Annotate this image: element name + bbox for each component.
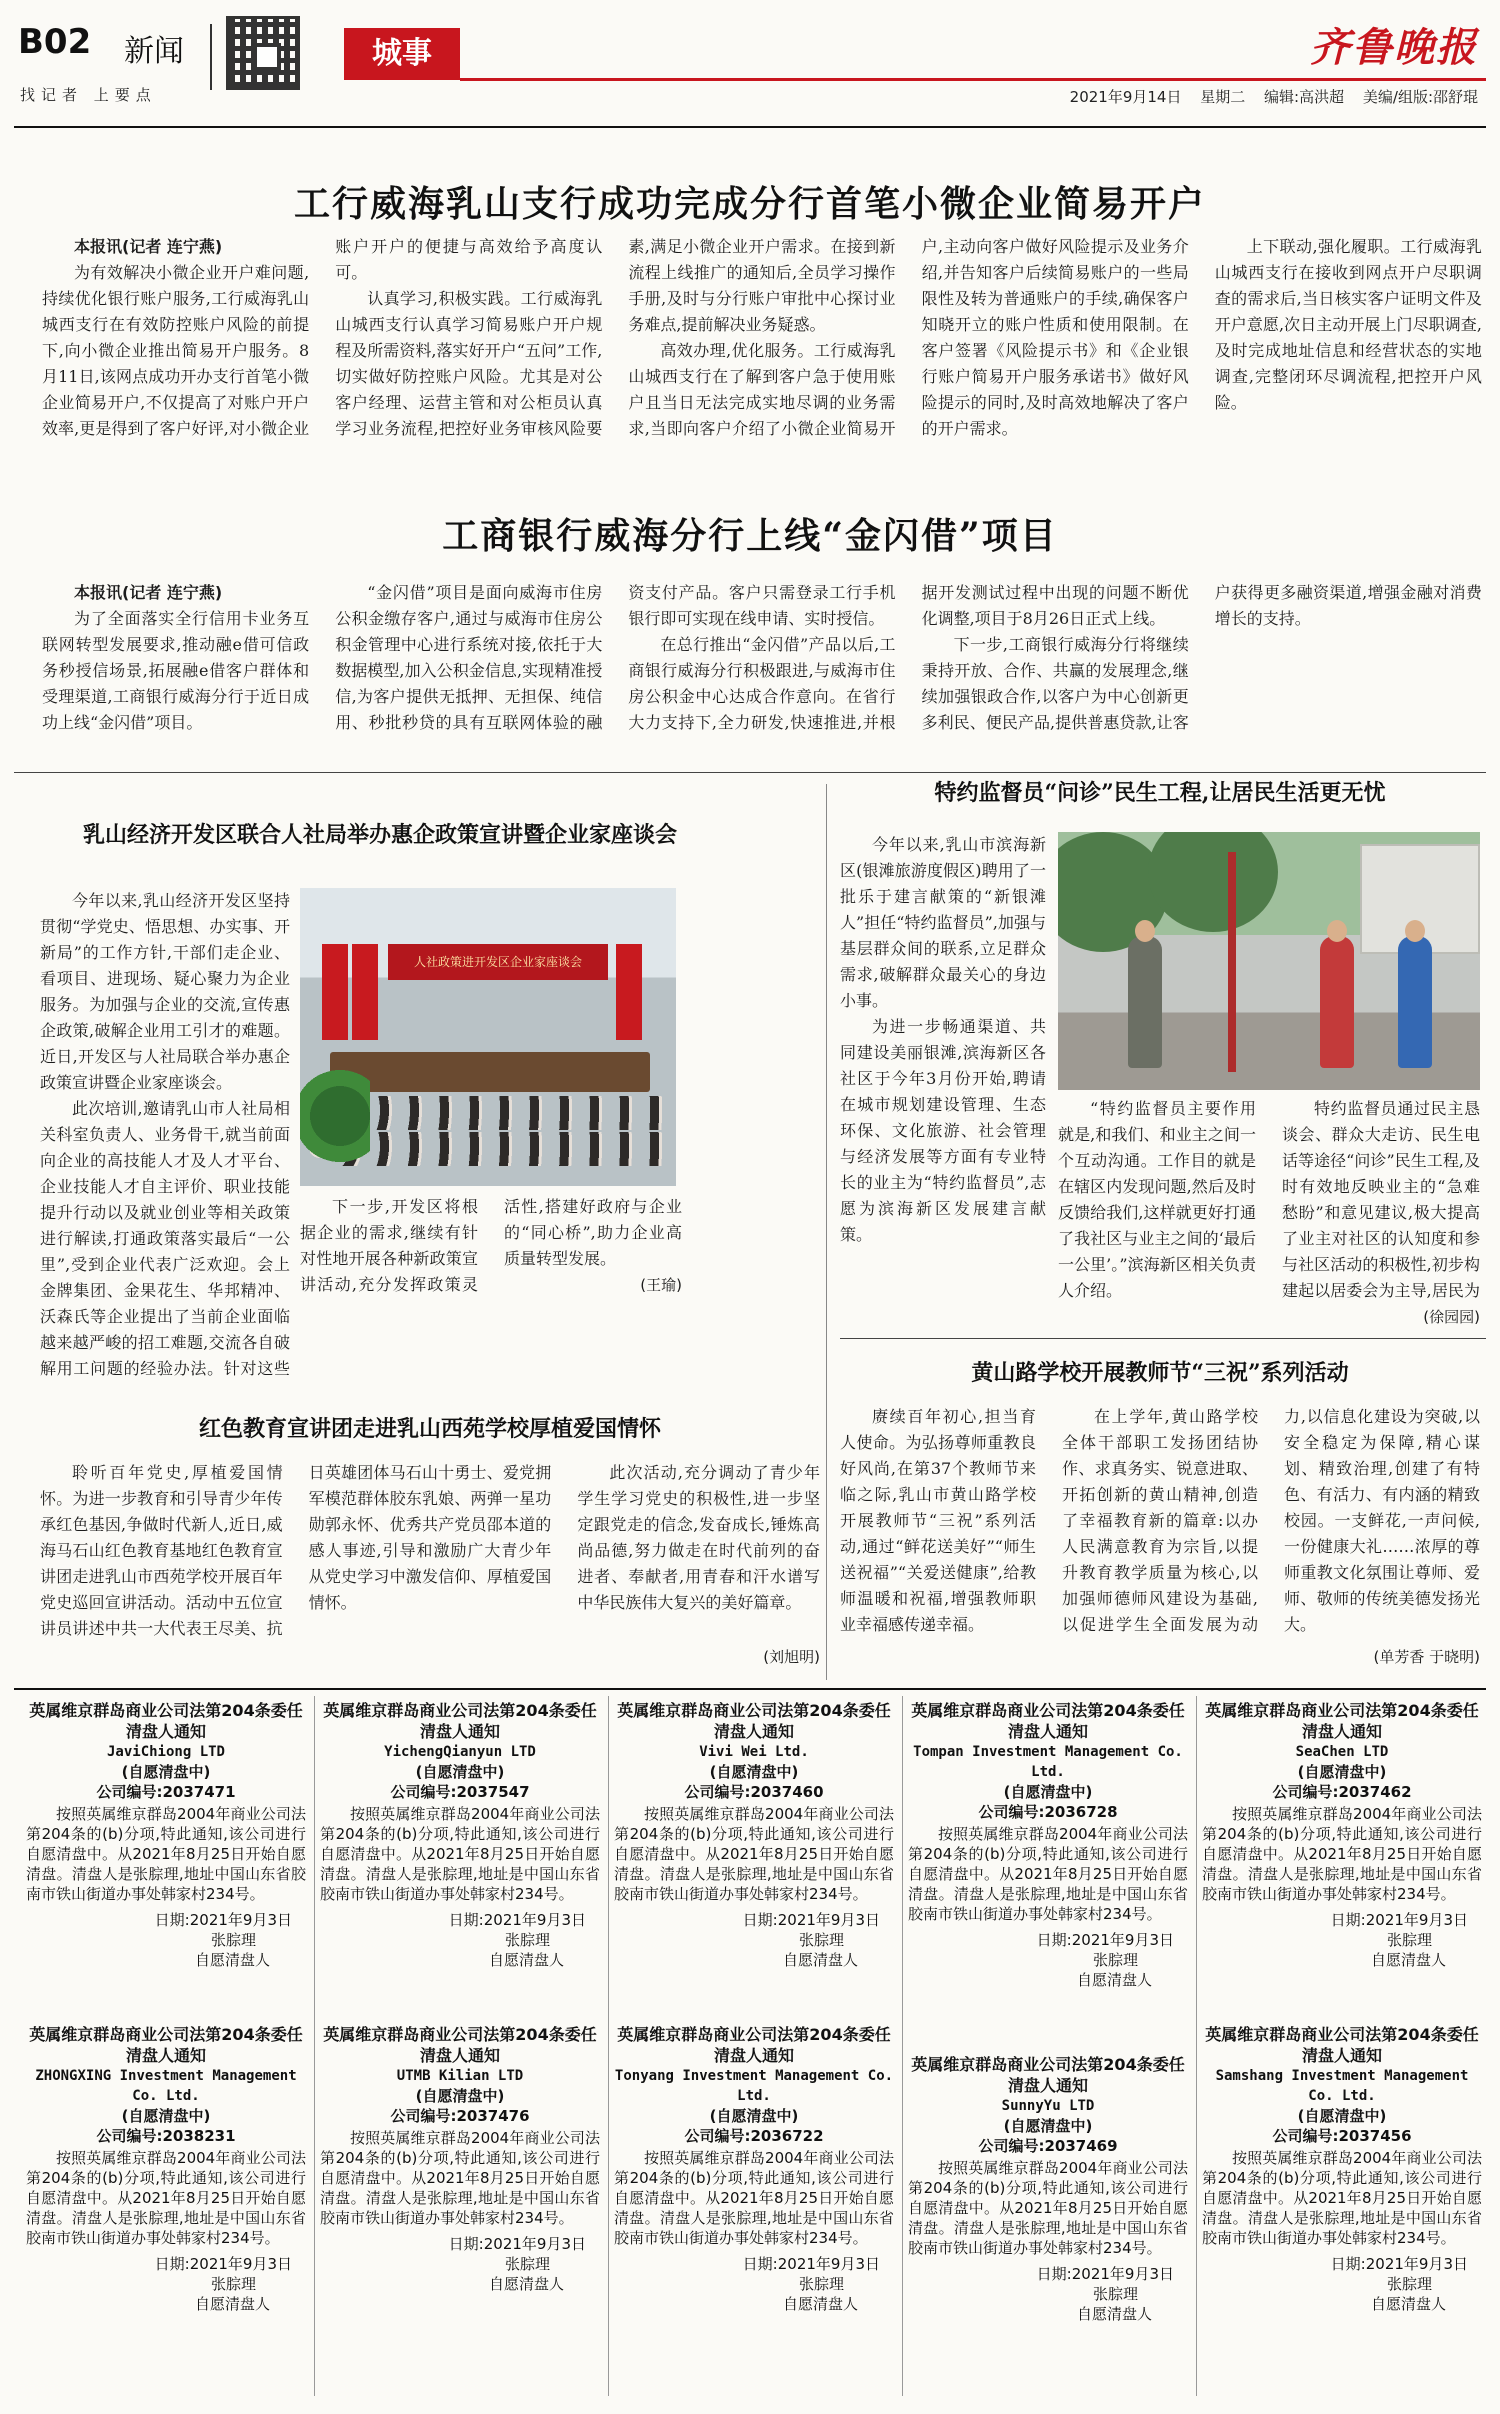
notice-date: 日期:2021年9月3日 <box>154 2255 292 2273</box>
article-2-paragraph: 在总行推出“金闪借”产品以后,工商银行威海分行积极跟进,与威海市住房公积金中心达成合作意向。在省行大力支持下,全力研发,快速推进,并根据开发测试过程中出现的问题不断优化调整,项目于8月26日正式上线。 <box>628 583 1189 732</box>
article-3-headline: 乳山经济开发区联合人社局举办惠企政策宣讲暨企业家座谈会 <box>82 822 677 848</box>
notice-number: 公司编号:2037462 <box>1272 1783 1412 1801</box>
notice-number: 公司编号:2037471 <box>96 1783 236 1801</box>
notice-status: (自愿清盘中) <box>1297 1763 1387 1781</box>
notice-signatory: 张腙理 <box>798 1931 844 1949</box>
notice-title: 英属维京群岛商业公司法第204条委任清盘人通知 <box>323 2025 597 2065</box>
article-4-credit: (徐园园) <box>1423 1308 1480 1326</box>
notice-status: (自愿清盘中) <box>1003 2117 1093 2135</box>
notice-status: (自愿清盘中) <box>1297 2107 1387 2125</box>
newspaper-logo: 齐鲁晚报 <box>1310 24 1478 71</box>
article-6-paragraph: 赓续百年初心,担当育人使命。为弘扬尊师重教良好风尚,在第37个教师节来临之际,乳山市黄山路学校开展教师节“三祝”系列活动,通过“鲜花送美好”“师生送祝福”“关爱送健康”,给教师温暖和祝福,增强教师职业幸福感传递幸福。 <box>840 1407 1036 1634</box>
notice-number: 公司编号:2038231 <box>96 2127 236 2145</box>
article-4-paragraph: 特约监督员通过民主恳谈会、群众大走访、民生电话等途径“问诊”民生工程,及时有效地反映业主的“急难愁盼”和意见建议,极大提高了业主对社区的认知度和参与社区活动的积极性,初步构建起以居委会为主导,居民为 <box>1282 1099 1480 1300</box>
liquidation-notice <box>614 2024 894 2314</box>
notice-date: 日期:2021年9月3日 <box>1330 2255 1468 2273</box>
flag-decoration <box>616 944 642 1040</box>
notice-status: (自愿清盘中) <box>1003 1783 1093 1801</box>
liquidation-notice <box>1202 2024 1482 2314</box>
notice-signatory: 张腙理 <box>1386 2275 1432 2293</box>
notice-company: Tompan Investment Management Co. Ltd. <box>913 1744 1183 1780</box>
article-6-headline: 黄山路学校开展教师节“三祝”系列活动 <box>971 1360 1349 1386</box>
notice-role: 自愿清盘人 <box>782 1951 858 1969</box>
liquidation-notice <box>614 1700 894 1970</box>
article-2-byline: 本报讯(记者 连宁燕) <box>74 583 223 602</box>
notice-date: 日期:2021年9月3日 <box>448 2235 586 2253</box>
notice-signatory: 张腙理 <box>504 1931 550 1949</box>
notices-rule <box>14 1688 1486 1690</box>
notice-role: 自愿清盘人 <box>782 2295 858 2313</box>
seminar-banner: 人社政策进开发区企业家座谈会 <box>388 944 608 980</box>
notice-divider <box>1196 1696 1197 2396</box>
notice-body: 按照英属维京群岛2004年商业公司法第204条的(b)分项,特此通知,该公司进行自愿清盘中。从2021年8月25日开始自愿清盘。清盘人是张腙理,地址是中国山东省胶南市铁山街道办事处韩家村234号。 <box>320 1805 600 1903</box>
article-5-credit: (刘旭明) <box>763 1648 820 1666</box>
notice-role: 自愿清盘人 <box>1076 1971 1152 1989</box>
notice-status: (自愿清盘中) <box>415 2087 505 2105</box>
notice-company: Vivi Wei Ltd. <box>699 1744 809 1760</box>
notice-body: 按照英属维京群岛2004年商业公司法第204条的(b)分项,特此通知,该公司进行自愿清盘中。从2021年8月25日开始自愿清盘。清盘人是张腙理,地址中国山东省胶南市铁山街道办事处韩家村234号。 <box>26 1805 306 1903</box>
article-5-headline: 红色教育宣讲团走进乳山西苑学校厚植爱国情怀 <box>198 1416 661 1442</box>
article-4-body-left <box>840 832 1046 1302</box>
notice-date: 日期:2021年9月3日 <box>1036 1931 1174 1949</box>
notice-title: 英属维京群岛商业公司法第204条委任清盘人通知 <box>323 1701 597 1741</box>
section-tag-rule <box>460 78 1486 81</box>
notice-number: 公司编号:2037547 <box>390 1783 530 1801</box>
notice-date: 日期:2021年9月3日 <box>742 2255 880 2273</box>
section-name: 新闻 <box>124 34 184 69</box>
section-divider <box>840 1338 1486 1339</box>
pole-decoration <box>1228 852 1236 1072</box>
section-divider <box>14 772 1486 773</box>
liquidation-notice <box>320 1700 600 1970</box>
notice-number: 公司编号:2037469 <box>978 2137 1118 2155</box>
tree-decoration <box>1148 832 1278 932</box>
plant-decoration <box>300 1066 370 1186</box>
notice-company: UTMB Kilian LTD <box>396 2068 524 2084</box>
notice-status: (自愿清盘中) <box>121 1763 211 1781</box>
article-2-paragraph: “金闪借”项目是面向威海市住房公积金缴存客户,通过与威海市住房公积金管理中心进行系统对接,依托于大数据模型,加入公积金信息,实现精准授信,为客户提供无抵押、无担保、纯信用、秒批秒贷的具有互联网体验的融资支付产品。客户只需登录工行手机银行即可实现在线申请、实时授信。 <box>335 583 896 732</box>
notice-date: 日期:2021年9月3日 <box>742 1911 880 1929</box>
notice-title: 英属维京群岛商业公司法第204条委任清盘人通知 <box>29 2025 303 2065</box>
notice-body: 按照英属维京群岛2004年商业公司法第204条的(b)分项,特此通知,该公司进行自愿清盘中。从2021年8月25日开始自愿清盘。清盘人是张腙理,地址是中国山东省胶南市铁山街道办事处韩家村234号。 <box>908 2159 1188 2257</box>
notice-company: JaviChiong LTD <box>106 1744 225 1760</box>
article-2-paragraph: 为了全面落实全行信用卡业务互联网转型发展要求,推动融e借可信政务秒授信场景,拓展融e借客户群体和受理渠道,工商银行威海分行于近日成功上线“金闪借”项目。 <box>42 609 310 732</box>
notice-number: 公司编号:2037476 <box>390 2107 530 2125</box>
notice-role: 自愿清盘人 <box>488 1951 564 1969</box>
notice-role: 自愿清盘人 <box>194 1951 270 1969</box>
notice-role: 自愿清盘人 <box>488 2275 564 2293</box>
article-4-headline: 特约监督员“问诊”民生工程,让居民生活更无忧 <box>934 780 1386 806</box>
article-5-body <box>40 1460 820 1660</box>
notice-body: 按照英属维京群岛2004年商业公司法第204条的(b)分项,特此通知,该公司进行自愿清盘中。从2021年8月25日开始自愿清盘。清盘人是张腙理,地址是中国山东省胶南市铁山街道办事处韩家村234号。 <box>26 2149 306 2247</box>
notice-title: 英属维京群岛商业公司法第204条委任清盘人通知 <box>617 2025 891 2065</box>
article-3-body-bottom <box>300 1194 682 1384</box>
liquidation-notice <box>908 1700 1188 1990</box>
article-2-headline: 工商银行威海分行上线“金闪借”项目 <box>442 515 1058 557</box>
issue-weekday: 星期二 <box>1200 88 1246 106</box>
person-head <box>1135 920 1155 942</box>
article-1-headline: 工行威海乳山支行成功完成分行首笔小微企业简易开户 <box>293 183 1206 225</box>
liquidation-notice <box>1202 1700 1482 1970</box>
notice-body: 按照英属维京群岛2004年商业公司法第204条的(b)分项,特此通知,该公司进行自愿清盘中。从2021年8月25日开始自愿清盘。清盘人是张腙理,地址是中国山东省胶南市铁山街道办事处韩家村234号。 <box>614 1805 894 1903</box>
article-3-paragraph: 今年以来,乳山经济开发区坚持贯彻“学党史、悟思想、办实事、开新局”的工作方针,干部们走企业、看项目、进现场、疑心聚力为企业服务。为加强与企业的交流,宣传惠企政策,破解企业用工引才的难题。近日,开发区与人社局联合举办惠企政策宣讲暨企业家座谈会。 <box>40 891 290 1092</box>
notice-number: 公司编号:2036722 <box>684 2127 824 2145</box>
article-4-paragraph: 为进一步畅通渠道、共同建设美丽银滩,滨海新区各社区于今年3月份开始,聘请在城市规划建设管理、生态环保、文化旅游、社会管理与经济发展等方面有专业特长的业主为“特约监督员”,志愿为滨海新区发展建言献策。 <box>840 1017 1046 1244</box>
notice-date: 日期:2021年9月3日 <box>154 1911 292 1929</box>
article-4-paragraph: 今年以来,乳山市滨海新区(银滩旅游度假区)聘用了一批乐于建言献策的“新银滩人”担任“特约监督员”,加强与基层群众间的联系,立足群众需求,破解群众最关心的身边小事。 <box>840 835 1046 1010</box>
issue-date: 2021年9月14日 <box>1069 88 1182 106</box>
masthead-slogan: 找记者 上要点 <box>20 86 157 104</box>
notice-company: Samshang Investment Management Co. Ltd. <box>1215 2068 1469 2104</box>
person-figure <box>1398 936 1432 1068</box>
masthead-rule <box>14 126 1486 128</box>
person-figure <box>1320 936 1354 1068</box>
notice-number: 公司编号:2037460 <box>684 1783 824 1801</box>
notice-divider <box>314 1696 315 2396</box>
article-6-paragraph: 在上学年,黄山路学校全体干部职工发扬团结协作、求真务实、锐意进取、开拓创新的黄山精神,创造了幸福教育新的篇章:以办人民满意教育为宗旨,以提升教育教学质量为核心,以加强师德师风建设为基础,以促进学生全面发展为动力,以信息化建设为突破,以安全稳定为保障,精心谋划、精致治理,创建了有特色、有活力、有内涵的精致校园。一支鲜花,一声问候,一份健康大礼……浓厚的尊师重教文化氛围让尊师、爱师、敬师的传统美德发扬光大。 <box>1062 1407 1480 1634</box>
notice-role: 自愿清盘人 <box>1076 2305 1152 2323</box>
notice-body: 按照英属维京群岛2004年商业公司法第204条的(b)分项,特此通知,该公司进行自愿清盘中。从2021年8月25日开始自愿清盘。清盘人是张腙理,地址是中国山东省胶南市铁山街道办事处韩家村234号。 <box>908 1825 1188 1923</box>
notice-signatory: 张腙理 <box>1386 1931 1432 1949</box>
notice-signatory: 张腙理 <box>798 2275 844 2293</box>
notice-signatory: 张腙理 <box>210 1931 256 1949</box>
notice-body: 按照英属维京群岛2004年商业公司法第204条的(b)分项,特此通知,该公司进行自愿清盘中。从2021年8月25日开始自愿清盘。清盘人是张腙理,地址是中国山东省胶南市铁山街道办事处韩家村234号。 <box>1202 2149 1482 2247</box>
notice-divider <box>608 1696 609 2396</box>
liquidation-notice <box>908 2054 1188 2324</box>
notice-company: SeaChen LTD <box>1295 1744 1389 1760</box>
notice-body: 按照英属维京群岛2004年商业公司法第204条的(b)分项,特此通知,该公司进行自愿清盘中。从2021年8月25日开始自愿清盘。清盘人是张腙理,地址是中国山东省胶南市铁山街道办事处韩家村234号。 <box>614 2149 894 2247</box>
notice-status: (自愿清盘中) <box>709 2107 799 2125</box>
person-head <box>1327 920 1347 942</box>
article-6-body <box>840 1404 1480 1654</box>
masthead-divider <box>210 24 212 90</box>
notice-company: ZHONGXING Investment Management Co. Ltd. <box>35 2068 297 2104</box>
person-figure <box>1128 936 1162 1068</box>
article-1-paragraph: 上下联动,强化履职。工行威海乳山城西支行在接收到网点开户尽职调查的需求后,当日核实客户证明文件及开户意愿,次日主动开展上门尽职调查,及时完成地址信息和经营状态的实地调查,完整闭环尽调流程,把控开户风险。 <box>1214 237 1482 412</box>
notice-title: 英属维京群岛商业公司法第204条委任清盘人通知 <box>1205 2025 1479 2065</box>
street-photo <box>1058 832 1480 1090</box>
notice-number: 公司编号:2037456 <box>1272 2127 1412 2145</box>
liquidation-notice <box>320 2024 600 2294</box>
section-tag: 城事 <box>344 28 460 80</box>
notice-title: 英属维京群岛商业公司法第204条委任清盘人通知 <box>1205 1701 1479 1741</box>
notice-date: 日期:2021年9月3日 <box>448 1911 586 1929</box>
liquidation-notice <box>26 2024 306 2314</box>
notice-title: 英属维京群岛商业公司法第204条委任清盘人通知 <box>617 1701 891 1741</box>
notice-company: Tonyang Investment Management Co. Ltd. <box>614 2068 894 2104</box>
article-3-credit: (王瑜) <box>640 1276 682 1294</box>
notice-signatory: 张腙理 <box>1092 2285 1138 2303</box>
flag-decoration <box>352 944 378 1040</box>
notice-signatory: 张腙理 <box>1092 1951 1138 1969</box>
article-3-paragraph: 下一步,开发区将根据企业的需求,继续有针对性地开展各种新政策宣讲活动,充分发挥政策灵活性,搭建好政府与企业的“同心桥”,助力企业高质量转型发展。 <box>300 1197 682 1294</box>
article-3-paragraph: 此次培训,邀请乳山市人社局相关科室负责人、业务骨干,就当前面向企业的高技能人才及人才平台、企业技能人才自主评价、职业技能提升行动以及就业创业等相关政策进行解读,打通政策落实最后“一公里”,受到企业代表广泛欢迎。会上金牌集团、金果花生、华邦精冲、沃森氏等企业提出了当前企业面临越来越严峻的招工难题,交流各自破解用工问题的经验办法。针对这些 <box>40 1099 290 1378</box>
article-5-paragraph: 此次活动,充分调动了青少年学生学习党史的积极性,进一步坚定跟党走的信念,发奋成长,锤炼高尚品德,努力做走在时代前列的奋进者、奉献者,用青春和汗水谱写中华民族伟大复兴的美好篇章。 <box>577 1463 820 1612</box>
article-1-byline: 本报讯(记者 连宁燕) <box>74 237 223 256</box>
page-number: B02 <box>18 22 92 62</box>
article-1-paragraph: 认真学习,积极实践。工行威海乳山城西支行认真学习简易账户开户规程及所需资料,落实好开户“五问”工作,切实做好防控账户风险。尤其是对公客户经理、运营主管和对公柜员认真学习业务流程,把控好业务审核风险要素,满足小微企业开户需求。在接到新流程上线推广的通知后,全员学习操作手册,及时与分行账户审批中心探讨业务难点,提前解决业务疑惑。 <box>335 237 896 438</box>
article-4-body-right <box>1058 1096 1480 1316</box>
notice-status: (自愿清盘中) <box>121 2107 211 2125</box>
notice-signatory: 张腙理 <box>504 2255 550 2273</box>
notice-company: YichengQianyun LTD <box>384 1744 536 1760</box>
issue-designer: 美编/组版:邵舒琨 <box>1362 88 1478 106</box>
liquidation-notice <box>26 1700 306 1970</box>
article-5-paragraph: 聆听百年党史,厚植爱国情怀。为进一步教育和引导青少年传承红色基因,争做时代新人,近日,威海马石山红色教育基地红色教育宣讲团走进乳山市西苑学校开展百年党史巡回宣讲活动。活动中五位宣讲员讲述中共一大代表王尽美、抗日英雄团体马石山十勇士、爱党拥军模范群体胶东乳娘、两弹一星功勋郭永怀、优秀共产党员邵本道的感人事迹,引导和激励广大青少年从党史学习中激发信仰、厚植爱国情怀。 <box>40 1463 552 1638</box>
column-divider <box>826 784 827 1680</box>
person-head <box>1405 920 1425 942</box>
article-1-paragraph: 为有效解决小微企业开户难问题,持续优化银行账户服务,工行威海乳山城西支行在有效防控账户风险的前提下,向小微企业推出简易开户服务。8月11日,该网点成功开办支行首笔小微企业简易开户,不仅提高了对账户开户效率,更是得到了客户好评,对小微企业账户开户的便捷与高效给予高度认可。 <box>42 237 603 438</box>
article-2-body <box>42 580 1482 760</box>
article-3-body-left <box>40 888 290 1388</box>
notice-status: (自愿清盘中) <box>415 1763 505 1781</box>
notice-title: 英属维京群岛商业公司法第204条委任清盘人通知 <box>911 1701 1185 1741</box>
notice-role: 自愿清盘人 <box>1370 2295 1446 2313</box>
notice-title: 英属维京群岛商业公司法第204条委任清盘人通知 <box>911 2055 1185 2095</box>
notice-role: 自愿清盘人 <box>194 2295 270 2313</box>
notice-number: 公司编号:2036728 <box>978 1803 1118 1821</box>
notice-status: (自愿清盘中) <box>709 1763 799 1781</box>
notice-date: 日期:2021年9月3日 <box>1036 2265 1174 2283</box>
conference-table <box>330 1052 650 1092</box>
qr-code-icon[interactable] <box>226 16 300 90</box>
seminar-photo <box>300 888 676 1186</box>
issue-meta <box>1056 86 1478 107</box>
article-1-paragraph: 高效办理,优化服务。工行威海乳山城西支行在了解到客户急于使用账户且当日无法完成实地尽调的业务需求,当即向客户介绍了小微企业简易开户,主动向客户做好风险提示及业务介绍,并告知客户后续简易账户的一些局限性及转为普通账户的手续,确保客户知晓开立的账户性质和使用限制。在客户签署《风险提示书》和《企业银行账户简易开户服务承诺书》做好风险提示的同时,及时高效地解决了客户的开户需求。 <box>628 237 1189 438</box>
notice-signatory: 张腙理 <box>210 2275 256 2293</box>
notice-company: SunnyYu LTD <box>1001 2098 1095 2114</box>
flag-decoration <box>322 944 348 1040</box>
notice-role: 自愿清盘人 <box>1370 1951 1446 1969</box>
notice-title: 英属维京群岛商业公司法第204条委任清盘人通知 <box>29 1701 303 1741</box>
issue-editor: 编辑:高洪超 <box>1264 88 1345 106</box>
article-6-credit: (单芳香 于晓明) <box>1373 1648 1480 1666</box>
notice-body: 按照英属维京群岛2004年商业公司法第204条的(b)分项,特此通知,该公司进行自愿清盘中。从2021年8月25日开始自愿清盘。清盘人是张腙理,地址是中国山东省胶南市铁山街道办事处韩家村234号。 <box>1202 1805 1482 1903</box>
article-2-paragraph: 下一步,工商银行威海分行将继续秉持开放、合作、共赢的发展理念,继续加强银政合作,以客户为中心创新更多利民、便民产品,提供普惠贷款,让客户获得更多融资渠道,增强金融对消费增长的支持。 <box>921 583 1482 732</box>
masthead <box>14 14 1486 122</box>
notice-divider <box>902 1696 903 2396</box>
article-1-body <box>42 234 1482 484</box>
notice-date: 日期:2021年9月3日 <box>1330 1911 1468 1929</box>
notice-body: 按照英属维京群岛2004年商业公司法第204条的(b)分项,特此通知,该公司进行自愿清盘中。从2021年8月25日开始自愿清盘。清盘人是张腙理,地址是中国山东省胶南市铁山街道办事处韩家村234号。 <box>320 2129 600 2227</box>
article-4-paragraph: “特约监督员主要作用就是,和我们、和业主之间一个互动沟通。工作目的就是在辖区内发现问题,然后及时反馈给我们,这样就更好打通了我社区与业主之间的‘最后一公里’。”滨海新区相关负责人介绍。 <box>1058 1099 1256 1300</box>
